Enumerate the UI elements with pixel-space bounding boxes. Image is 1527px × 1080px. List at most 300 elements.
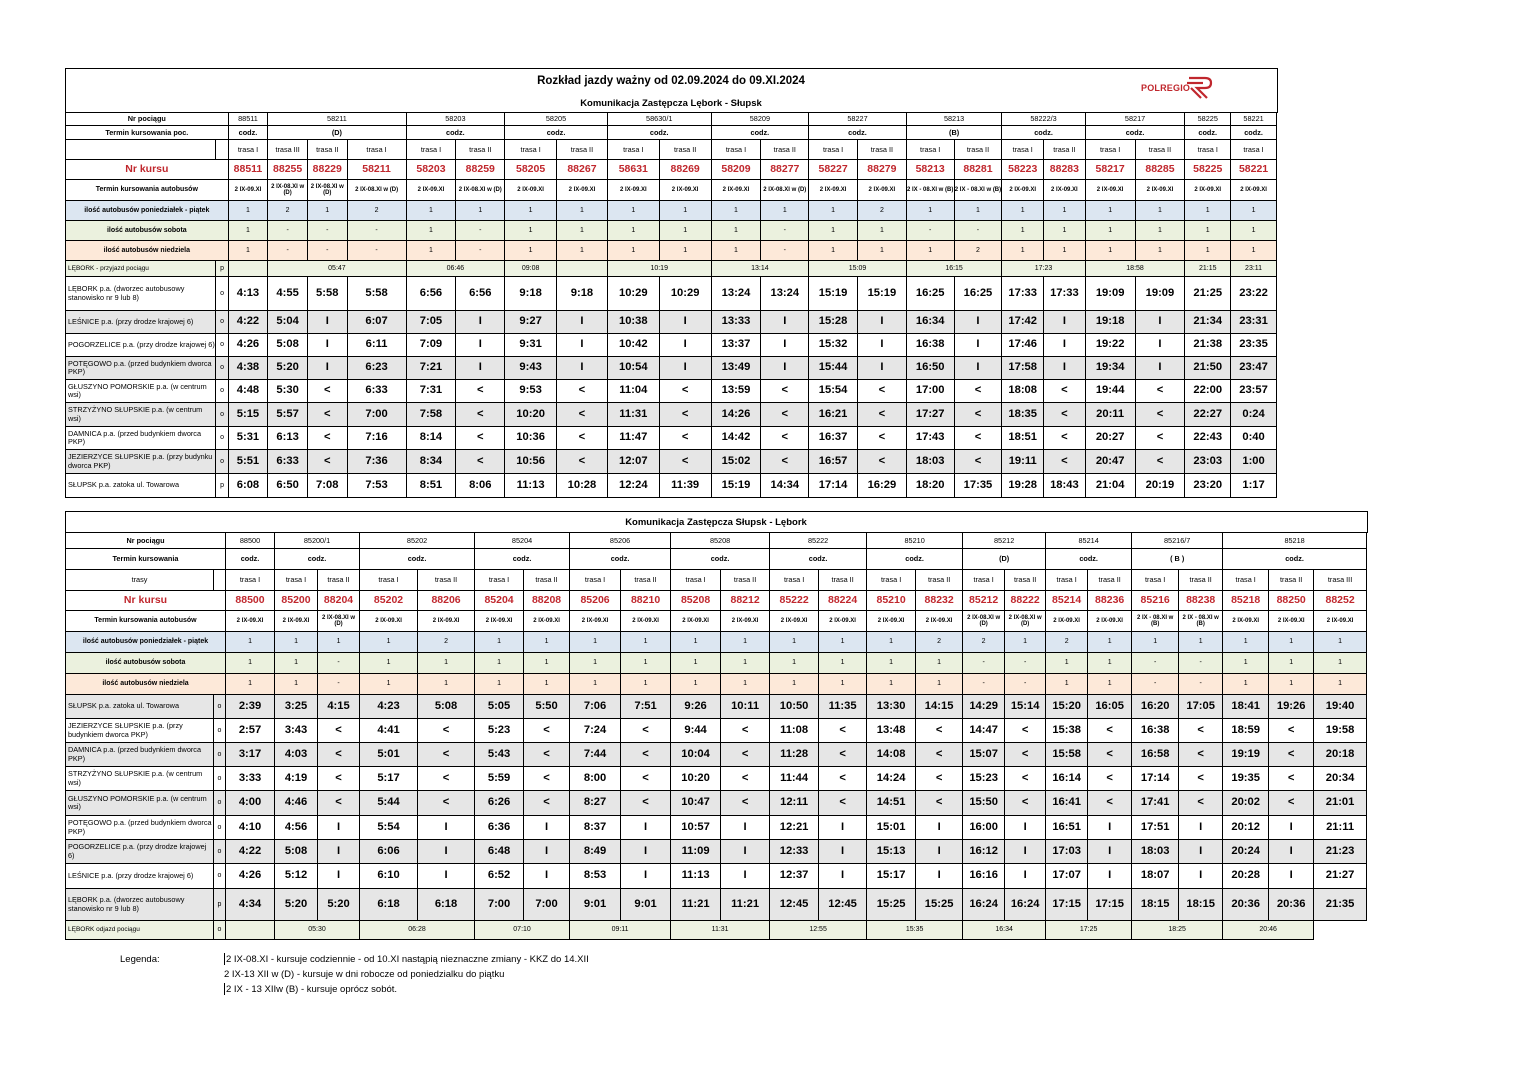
bus-count: 1	[1314, 674, 1367, 695]
departure-time: 11:28	[770, 743, 819, 767]
course-number: 88224	[819, 591, 867, 611]
departure-time: 5:30	[268, 380, 308, 403]
departure-time: <	[857, 427, 906, 450]
bus-termin: 2 IX-09.XI	[1085, 180, 1135, 201]
stop-name: LĘBORK p.a. (dworzec autobusowy stanowisko nr 9 lub 8)	[66, 277, 216, 311]
bus-count: 1	[1223, 674, 1269, 695]
trasa-label: trasa II	[456, 140, 505, 160]
departure-time: I	[307, 311, 347, 334]
trasa-label: trasa I	[1046, 570, 1088, 591]
bus-count: -	[1005, 653, 1046, 674]
course-number: 88269	[659, 160, 711, 180]
course-number: 85208	[671, 591, 721, 611]
stop-name: POTĘGOWO p.a. (przed budynkiem dworca PKP)	[66, 357, 216, 380]
bus-count: -	[307, 241, 347, 261]
departure-time: 20:36	[1223, 889, 1269, 921]
train-arrival-time: 09:08	[505, 261, 557, 277]
departure-time: I	[557, 334, 608, 357]
bus-count: 1	[906, 201, 954, 221]
departure-time: 21:35	[1314, 889, 1367, 921]
trasa-label: trasa II	[1088, 570, 1132, 591]
departure-time: <	[659, 403, 711, 427]
bus-count: -	[954, 221, 1002, 241]
table-row	[66, 611, 1367, 632]
bus-count: 1	[456, 201, 505, 221]
departure-time: <	[1088, 743, 1132, 767]
bus-count: 1	[475, 632, 524, 653]
bus-count: 1	[711, 241, 761, 261]
departure-time: 5:44	[360, 791, 418, 816]
departure-time: I	[1179, 864, 1223, 889]
label-trasy: trasy	[66, 570, 214, 591]
bus-count: 1	[1314, 632, 1367, 653]
departure-time: 15:32	[809, 334, 858, 357]
train-arrival-time: 05:47	[268, 261, 406, 277]
stop-name: LEŚNICE p.a. (przy drodze krajowej 6)	[66, 311, 216, 334]
departure-time: 7:00	[475, 889, 524, 921]
train-departure-time	[226, 921, 275, 940]
departure-time: I	[307, 334, 347, 357]
departure-time: 9:53	[505, 380, 557, 403]
departure-time: <	[819, 743, 867, 767]
departure-time: 15:23	[963, 767, 1005, 791]
trasa-label: trasa II	[557, 140, 608, 160]
departure-time: 4:15	[318, 695, 360, 719]
bus-count: 1	[1085, 241, 1135, 261]
departure-time: <	[916, 719, 963, 743]
table-row	[66, 427, 1277, 450]
departure-time: 5:08	[418, 695, 475, 719]
stop-marker: o	[216, 311, 228, 334]
departure-time: I	[1269, 840, 1314, 864]
departure-time: 14:24	[867, 767, 916, 791]
bus-count: -	[906, 221, 954, 241]
departure-time: 11:13	[505, 474, 557, 498]
departure-time: 18:08	[1002, 380, 1044, 403]
bus-count: -	[456, 221, 505, 241]
trasa-label: trasa I	[347, 140, 406, 160]
train-arrival-time: 23:11	[1231, 261, 1277, 277]
train-termin: codz.	[1231, 126, 1277, 140]
departure-time: 6:56	[406, 277, 456, 311]
bus-count: 1	[711, 221, 761, 241]
departure-time: 15:07	[963, 743, 1005, 767]
departure-time: <	[307, 380, 347, 403]
table-row	[66, 816, 1367, 840]
table-row	[66, 653, 1367, 674]
departure-time: 8:14	[406, 427, 456, 450]
train-termin: codz.	[360, 549, 475, 570]
bus-count: 1	[360, 674, 418, 695]
course-number: 58631	[607, 160, 659, 180]
departure-time: 4:10	[226, 816, 275, 840]
departure-time: 4:03	[275, 743, 318, 767]
departure-time: <	[1179, 791, 1223, 816]
departure-time: 10:28	[557, 474, 608, 498]
departure-time: I	[761, 334, 809, 357]
departure-time: <	[857, 380, 906, 403]
table-row	[66, 180, 1277, 201]
train-arrival-time: 16:15	[906, 261, 1002, 277]
bus-count: 1	[1314, 653, 1367, 674]
departure-time: 5:23	[475, 719, 524, 743]
departure-time: <	[557, 450, 608, 474]
train-arrival-time	[557, 261, 608, 277]
bus-termin: 2 IX-09.XI	[857, 180, 906, 201]
departure-time: 7:31	[406, 380, 456, 403]
departure-time: I	[819, 864, 867, 889]
departure-time: I	[954, 357, 1002, 380]
train-number: 58227	[809, 113, 907, 126]
bus-count: 1	[621, 632, 671, 653]
departure-time: 13:37	[711, 334, 761, 357]
departure-time: 6:11	[347, 334, 406, 357]
departure-time: 19:44	[1085, 380, 1135, 403]
train-number: 85222	[770, 533, 867, 549]
departure-time: <	[1135, 450, 1185, 474]
trasa-label: trasa II	[721, 570, 770, 591]
bus-termin: 2 IX-09.XI	[819, 611, 867, 632]
course-number: 85216	[1132, 591, 1179, 611]
bus-count: 1	[711, 201, 761, 221]
train-number: 85216/7	[1132, 533, 1223, 549]
departure-time: I	[524, 864, 570, 889]
stop-marker: o	[216, 277, 228, 311]
bus-count: -	[963, 674, 1005, 695]
train-departure-time: 16:34	[963, 921, 1046, 940]
bus-termin: 2 IX-09.XI	[671, 611, 721, 632]
departure-time: <	[1088, 767, 1132, 791]
departure-time: 15:17	[867, 864, 916, 889]
label-nr-pociagu: Nr pociągu	[66, 113, 229, 126]
logo-text: POLREGIO	[1141, 83, 1191, 93]
course-number: 88238	[1179, 591, 1223, 611]
bus-count: 1	[1044, 241, 1086, 261]
departure-time: 5:12	[275, 864, 318, 889]
train-number: 58221	[1231, 113, 1277, 126]
departure-time: 12:24	[607, 474, 659, 498]
departure-time: 15:19	[809, 277, 858, 311]
departure-time: 16:21	[809, 403, 858, 427]
table-row	[66, 591, 1367, 611]
empty-cell	[216, 140, 228, 160]
trasa-label: trasa I	[906, 140, 954, 160]
departure-time: 19:26	[1269, 695, 1314, 719]
bus-termin: 2 IX-09.XI	[1135, 180, 1185, 201]
stop-name: POGORZELICE p.a. (przy drodze krajowej 6)	[66, 840, 214, 864]
bus-count: 1	[228, 221, 268, 241]
course-number: 58213	[906, 160, 954, 180]
legend-label: Legenda:	[120, 954, 160, 965]
departure-time: 14:15	[916, 695, 963, 719]
bus-termin: 2 IX-09.XI	[770, 611, 819, 632]
departure-time: 14:26	[711, 403, 761, 427]
departure-time: 10:36	[505, 427, 557, 450]
departure-time: 7:00	[347, 403, 406, 427]
trasa-label: trasa I	[406, 140, 456, 160]
bus-count: 2	[347, 201, 406, 221]
departure-time: <	[1088, 719, 1132, 743]
label-nr-pociagu: Nr pociągu	[66, 533, 226, 549]
label-termin-bus: Termin kursowania autobusów	[66, 180, 229, 201]
table1-subtitle: Komunikacja Zastępcza Lębork - Słupsk	[580, 98, 762, 109]
stop-marker: o	[216, 334, 228, 357]
bus-count: 1	[809, 221, 858, 241]
departure-time: 7:44	[570, 743, 621, 767]
departure-time: 10:42	[607, 334, 659, 357]
course-number: 85210	[867, 591, 916, 611]
departure-time: 12:07	[607, 450, 659, 474]
departure-time: I	[1044, 334, 1086, 357]
train-departure-time: 15:35	[867, 921, 963, 940]
departure-time: 6:23	[347, 357, 406, 380]
table-row	[66, 570, 1367, 591]
trasa-label: trasa I	[867, 570, 916, 591]
label-sobota: ilość autobusów sobota	[66, 221, 229, 241]
bus-count: 1	[228, 201, 268, 221]
departure-time: <	[1088, 791, 1132, 816]
departure-time: 9:01	[621, 889, 671, 921]
trasa-label: trasa II	[621, 570, 671, 591]
departure-time: 6:10	[360, 864, 418, 889]
trasa-label: trasa I	[607, 140, 659, 160]
departure-time: 4:55	[268, 277, 308, 311]
departure-time: 5:31	[228, 427, 268, 450]
departure-time: 20:18	[1314, 743, 1367, 767]
label-termin-bus: Termin kursowania autobusów	[66, 611, 226, 632]
departure-time: 12:45	[770, 889, 819, 921]
departure-time: 9:43	[505, 357, 557, 380]
empty-cell	[214, 570, 226, 591]
train-termin: codz.	[1002, 126, 1085, 140]
bus-count: 1	[360, 632, 418, 653]
label-niedziela: ilość autobusów niedziela	[66, 241, 229, 261]
bus-count: 1	[819, 653, 867, 674]
trasa-label: trasa I	[360, 570, 418, 591]
stop-name: DAMNICA p.a. (przed budynkiem dworca PKP)	[66, 427, 216, 450]
departure-time: I	[721, 864, 770, 889]
departure-time: 16:34	[906, 311, 954, 334]
bus-count: 2	[1046, 632, 1088, 653]
departure-time: 8:53	[570, 864, 621, 889]
bus-count: -	[318, 674, 360, 695]
bus-count: -	[347, 221, 406, 241]
departure-time: <	[721, 719, 770, 743]
bus-termin: 2 IX-09.XI	[1046, 611, 1088, 632]
bus-count: -	[1179, 674, 1223, 695]
trasa-label: trasa II	[418, 570, 475, 591]
train-termin: codz.	[770, 549, 867, 570]
departure-time: 4:22	[226, 840, 275, 864]
departure-time: 18:03	[1132, 840, 1179, 864]
stop-name: LEŚNICE p.a. (przy drodze krajowej 6)	[66, 864, 214, 889]
bus-count: 1	[819, 632, 867, 653]
course-number: 88285	[1135, 160, 1185, 180]
departure-time: 9:31	[505, 334, 557, 357]
departure-time: I	[418, 840, 475, 864]
train-number: 85202	[360, 533, 475, 549]
departure-time: 20:47	[1085, 450, 1135, 474]
bus-count: 2	[916, 632, 963, 653]
trasa-label: trasa I	[809, 140, 858, 160]
departure-time: <	[318, 791, 360, 816]
departure-time: 12:21	[770, 816, 819, 840]
departure-time: 9:26	[671, 695, 721, 719]
departure-time: 6:18	[360, 889, 418, 921]
departure-time: <	[761, 427, 809, 450]
bus-count: 1	[307, 201, 347, 221]
table-row	[66, 201, 1277, 221]
trasa-label: trasa I	[475, 570, 524, 591]
course-number: 58205	[505, 160, 557, 180]
departure-time: <	[418, 719, 475, 743]
departure-time: 17:51	[1132, 816, 1179, 840]
departure-time: I	[954, 311, 1002, 334]
departure-time: I	[621, 840, 671, 864]
departure-time: 14:42	[711, 427, 761, 450]
table-row	[66, 160, 1277, 180]
departure-time: 8:37	[570, 816, 621, 840]
train-departure-time: 18:25	[1132, 921, 1223, 940]
trasa-label: trasa I	[228, 140, 268, 160]
trasa-label: trasa II	[1135, 140, 1185, 160]
course-number: 88210	[621, 591, 671, 611]
departure-time: 7:51	[621, 695, 671, 719]
course-number: 88500	[226, 591, 275, 611]
departure-time: 18:15	[1179, 889, 1223, 921]
table-slupsk-lebork	[65, 532, 1367, 940]
departure-time: 16:38	[906, 334, 954, 357]
departure-time: 16:38	[1132, 719, 1179, 743]
departure-time: 16:57	[809, 450, 858, 474]
departure-time: 17:33	[1044, 277, 1086, 311]
table-row	[66, 549, 1367, 570]
departure-time: <	[524, 767, 570, 791]
bus-termin: 2 IX-09.XI	[607, 180, 659, 201]
bus-count: 1	[659, 241, 711, 261]
stop-marker: o	[216, 450, 228, 474]
departure-time: 4:19	[275, 767, 318, 791]
bus-count: 1	[1179, 632, 1223, 653]
bus-count: -	[347, 241, 406, 261]
table-row	[66, 403, 1277, 427]
departure-time: 1:00	[1231, 450, 1277, 474]
departure-time: <	[1044, 427, 1086, 450]
departure-time: <	[1179, 719, 1223, 743]
departure-time: <	[456, 450, 505, 474]
departure-time: <	[557, 403, 608, 427]
departure-time: 13:59	[711, 380, 761, 403]
bus-termin: 2 IX-09.XI	[1223, 611, 1269, 632]
departure-time: 15:20	[1046, 695, 1088, 719]
bus-termin: 2 IX-09.XI	[418, 611, 475, 632]
bus-termin: 2 IX-09.XI	[1185, 180, 1231, 201]
train-termin: codz.	[809, 126, 907, 140]
departure-time: 10:38	[607, 311, 659, 334]
departure-time: <	[659, 380, 711, 403]
bus-termin: 2 IX-09.XI	[711, 180, 761, 201]
stop-name: GŁUSZYNO POMORSKIE p.a. (w centrum wsi)	[66, 791, 214, 816]
departure-time: I	[456, 357, 505, 380]
departure-time: 8:06	[456, 474, 505, 498]
departure-time: 11:47	[607, 427, 659, 450]
bus-count: 1	[867, 674, 916, 695]
bus-termin: 2 IX - 08.XI w (B)	[1179, 611, 1223, 632]
departure-time: I	[1005, 864, 1046, 889]
bus-count: 1	[1044, 221, 1086, 241]
departure-time: 5:59	[475, 767, 524, 791]
train-number: 85212	[963, 533, 1046, 549]
departure-time: 20:28	[1223, 864, 1269, 889]
departure-time: <	[761, 380, 809, 403]
train-arrival-time: 06:46	[406, 261, 505, 277]
bus-count: 1	[607, 241, 659, 261]
train-number: 58213	[906, 113, 1002, 126]
bus-count: 1	[770, 653, 819, 674]
train-arrival-time: 10:19	[607, 261, 711, 277]
bus-termin: 2 IX-08.XI w (D)	[963, 611, 1005, 632]
table-row	[66, 140, 1277, 160]
departure-time: 15:25	[916, 889, 963, 921]
departure-time: I	[761, 311, 809, 334]
course-number: 58221	[1231, 160, 1277, 180]
stop-name: JEZIERZYCE SŁUPSKIE p.a. (przy budynku dworca PKP)	[66, 450, 216, 474]
stop-marker: o	[214, 816, 226, 840]
departure-time: <	[916, 767, 963, 791]
departure-time: 18:35	[1002, 403, 1044, 427]
departure-time: 7:36	[347, 450, 406, 474]
bus-count: -	[307, 221, 347, 241]
train-termin: codz.	[1046, 549, 1132, 570]
bus-count: 1	[406, 221, 456, 241]
departure-time: 19:19	[1223, 743, 1269, 767]
trasa-label: trasa II	[1269, 570, 1314, 591]
bus-count: 1	[275, 674, 318, 695]
departure-time: 16:41	[1046, 791, 1088, 816]
departure-time: I	[916, 816, 963, 840]
departure-time: I	[857, 311, 906, 334]
departure-time: 4:34	[226, 889, 275, 921]
departure-time: 17:43	[906, 427, 954, 450]
bus-count: 1	[570, 653, 621, 674]
departure-time: 7:24	[570, 719, 621, 743]
departure-time: 11:31	[607, 403, 659, 427]
bus-count: 1	[505, 201, 557, 221]
departure-time: <	[761, 450, 809, 474]
bus-count: -	[1005, 674, 1046, 695]
departure-time: 4:41	[360, 719, 418, 743]
table-row	[66, 474, 1277, 498]
departure-time: 2:39	[226, 695, 275, 719]
bus-count: 1	[1132, 632, 1179, 653]
departure-time: 19:34	[1085, 357, 1135, 380]
course-number: 88252	[1314, 591, 1367, 611]
departure-time: <	[1005, 791, 1046, 816]
table-row	[66, 113, 1277, 126]
course-number: 88283	[1044, 160, 1086, 180]
bus-termin: 2 IX-08.XI w (D)	[268, 180, 308, 201]
bus-count: 1	[1185, 221, 1231, 241]
departure-time: 4:46	[275, 791, 318, 816]
bus-count: 1	[621, 653, 671, 674]
train-termin: codz.	[867, 549, 963, 570]
departure-time: 17:14	[1132, 767, 1179, 791]
train-termin: codz.	[671, 549, 770, 570]
departure-time: 10:57	[671, 816, 721, 840]
bus-count: 1	[1002, 221, 1044, 241]
departure-time: I	[621, 816, 671, 840]
train-number: 58211	[268, 113, 406, 126]
